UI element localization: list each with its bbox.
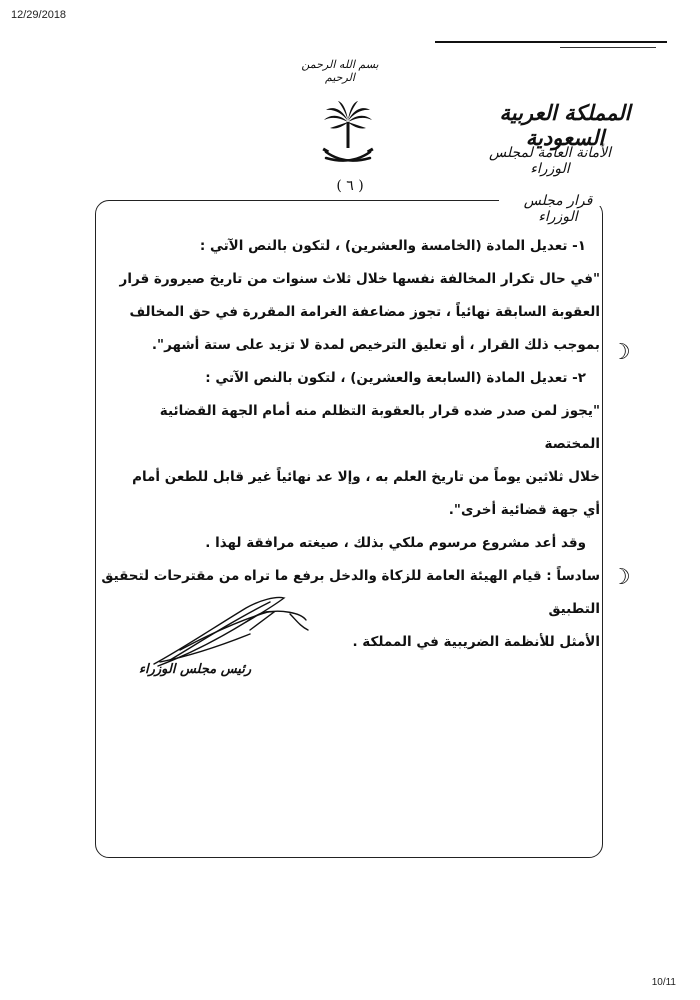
crescent-mark-icon: ☽ [611, 340, 631, 365]
header-rule [435, 41, 667, 43]
item2-line: "يجوز لمن صدر ضده قرار بالعقوبة التظلم منه أمام الجهة القضائية المختصة [159, 403, 600, 452]
item1-line: "في حال تكرار المخالفة نفسها خلال ثلاث سنوات من تاريخ صيرورة قرار [119, 271, 600, 287]
item2-heading: ٢- تعديل المادة (السابعة والعشرين) ، لتكون بالنص الآتي : [205, 370, 586, 386]
page-counter: 10/11 [651, 977, 676, 988]
kingdom-title: المملكة العربية السعودية [499, 100, 631, 150]
page-number: ( ٦ ) [336, 178, 364, 194]
handwritten-signature [150, 590, 310, 670]
signer-title: رئيس مجلس الوزراء [138, 662, 252, 677]
crescent-mark-icon: ☽ [611, 565, 631, 590]
print-date: 12/29/2018 [11, 9, 67, 21]
header-rule-thin [560, 47, 656, 48]
item1-line: العقوبة السابقة نهائياً ، تجوز مضاعفة الغرامة المقررة في حق المخالف [129, 304, 600, 320]
item2-line: أي جهة قضائية أخرى". [448, 502, 600, 518]
item1-line: بموجب ذلك القرار ، أو تعليق الترخيص لمدة لا تزيد على ستة أشهر". [151, 337, 600, 353]
sixth-clause-line: سادساً : قيام الهيئة العامة للزكاة والدخل برفع ما تراه من مقترحات لتحقيق التطبيق [101, 568, 600, 617]
secretariat-title: الأمانة العامة لمجلس الوزراء [488, 145, 611, 177]
basmala: بسم الله الرحمن الرحيم [301, 58, 379, 84]
saudi-emblem-icon [320, 100, 376, 172]
item1-heading: ١- تعديل المادة (الخامسة والعشرين) ، لتكون بالنص الآتي : [199, 238, 586, 254]
decree-label: قرار مجلس الوزراء [523, 193, 593, 225]
closing-line: وقد أعد مشروع مرسوم ملكي بذلك ، صيغته مرافقة لهذا . [205, 535, 586, 551]
item2-line: خلال ثلاثين يوماً من تاريخ العلم به ، وإلا عد نهائياً غير قابل للطعن أمام [132, 469, 600, 485]
sixth-clause-line: الأمثل للأنظمة الضريبية في المملكة . [352, 634, 600, 650]
